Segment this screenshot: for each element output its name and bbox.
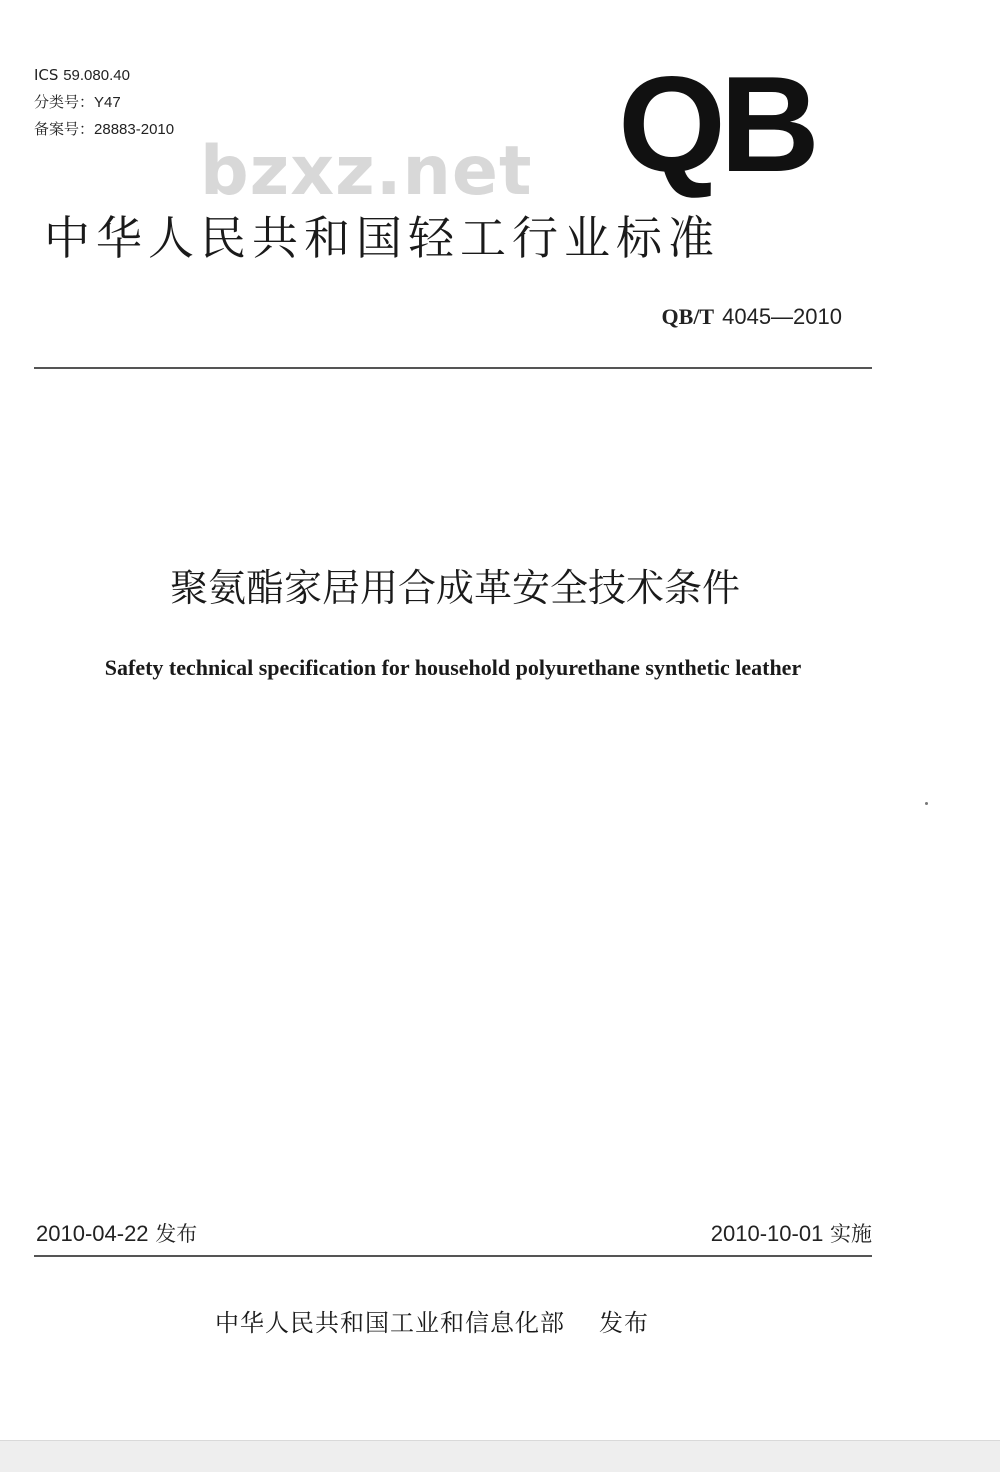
effective-date-line bbox=[711, 1219, 872, 1249]
classification-line bbox=[34, 93, 121, 112]
publish-label: 发布 bbox=[599, 1309, 649, 1337]
document-title-cn: 聚氨酯家居用合成革安全技术条件 bbox=[169, 566, 740, 610]
standard-category-title: 中华人民共和国轻工行业标准 bbox=[44, 211, 720, 265]
issue-date: 2010-04-22 bbox=[36, 1221, 149, 1246]
ics-line bbox=[34, 66, 130, 85]
standard-code bbox=[662, 302, 842, 333]
record-value: 28883-2010 bbox=[94, 121, 175, 138]
ics-key: ICS bbox=[34, 66, 59, 84]
watermark: bzxz.net bbox=[200, 132, 533, 211]
footer-divider bbox=[34, 1255, 872, 1257]
page-bottom-strip bbox=[0, 1440, 1000, 1472]
standard-code-number: 4045—2010 bbox=[722, 304, 842, 329]
qb-logo: QB bbox=[618, 48, 814, 200]
issue-date-line bbox=[36, 1219, 197, 1249]
scan-dot bbox=[925, 802, 928, 805]
issue-label: 发布 bbox=[155, 1222, 198, 1246]
publisher-line bbox=[215, 1306, 649, 1340]
effective-date: 2010-10-01 bbox=[710, 1221, 824, 1246]
record-line bbox=[34, 120, 174, 139]
record-key: 备案号： bbox=[34, 120, 95, 138]
effective-label: 实施 bbox=[830, 1222, 872, 1246]
document-title-en: Safety technical specification for household polyurethane synthetic leather bbox=[104, 655, 802, 680]
classification-key: 分类号： bbox=[34, 93, 95, 111]
publisher-name: 中华人民共和国工业和信息化部 bbox=[215, 1309, 565, 1337]
classification-value: Y47 bbox=[94, 94, 121, 111]
ics-value: 59.080.40 bbox=[63, 67, 130, 84]
standard-code-prefix: QB/T bbox=[661, 304, 715, 329]
header-divider bbox=[34, 367, 872, 369]
